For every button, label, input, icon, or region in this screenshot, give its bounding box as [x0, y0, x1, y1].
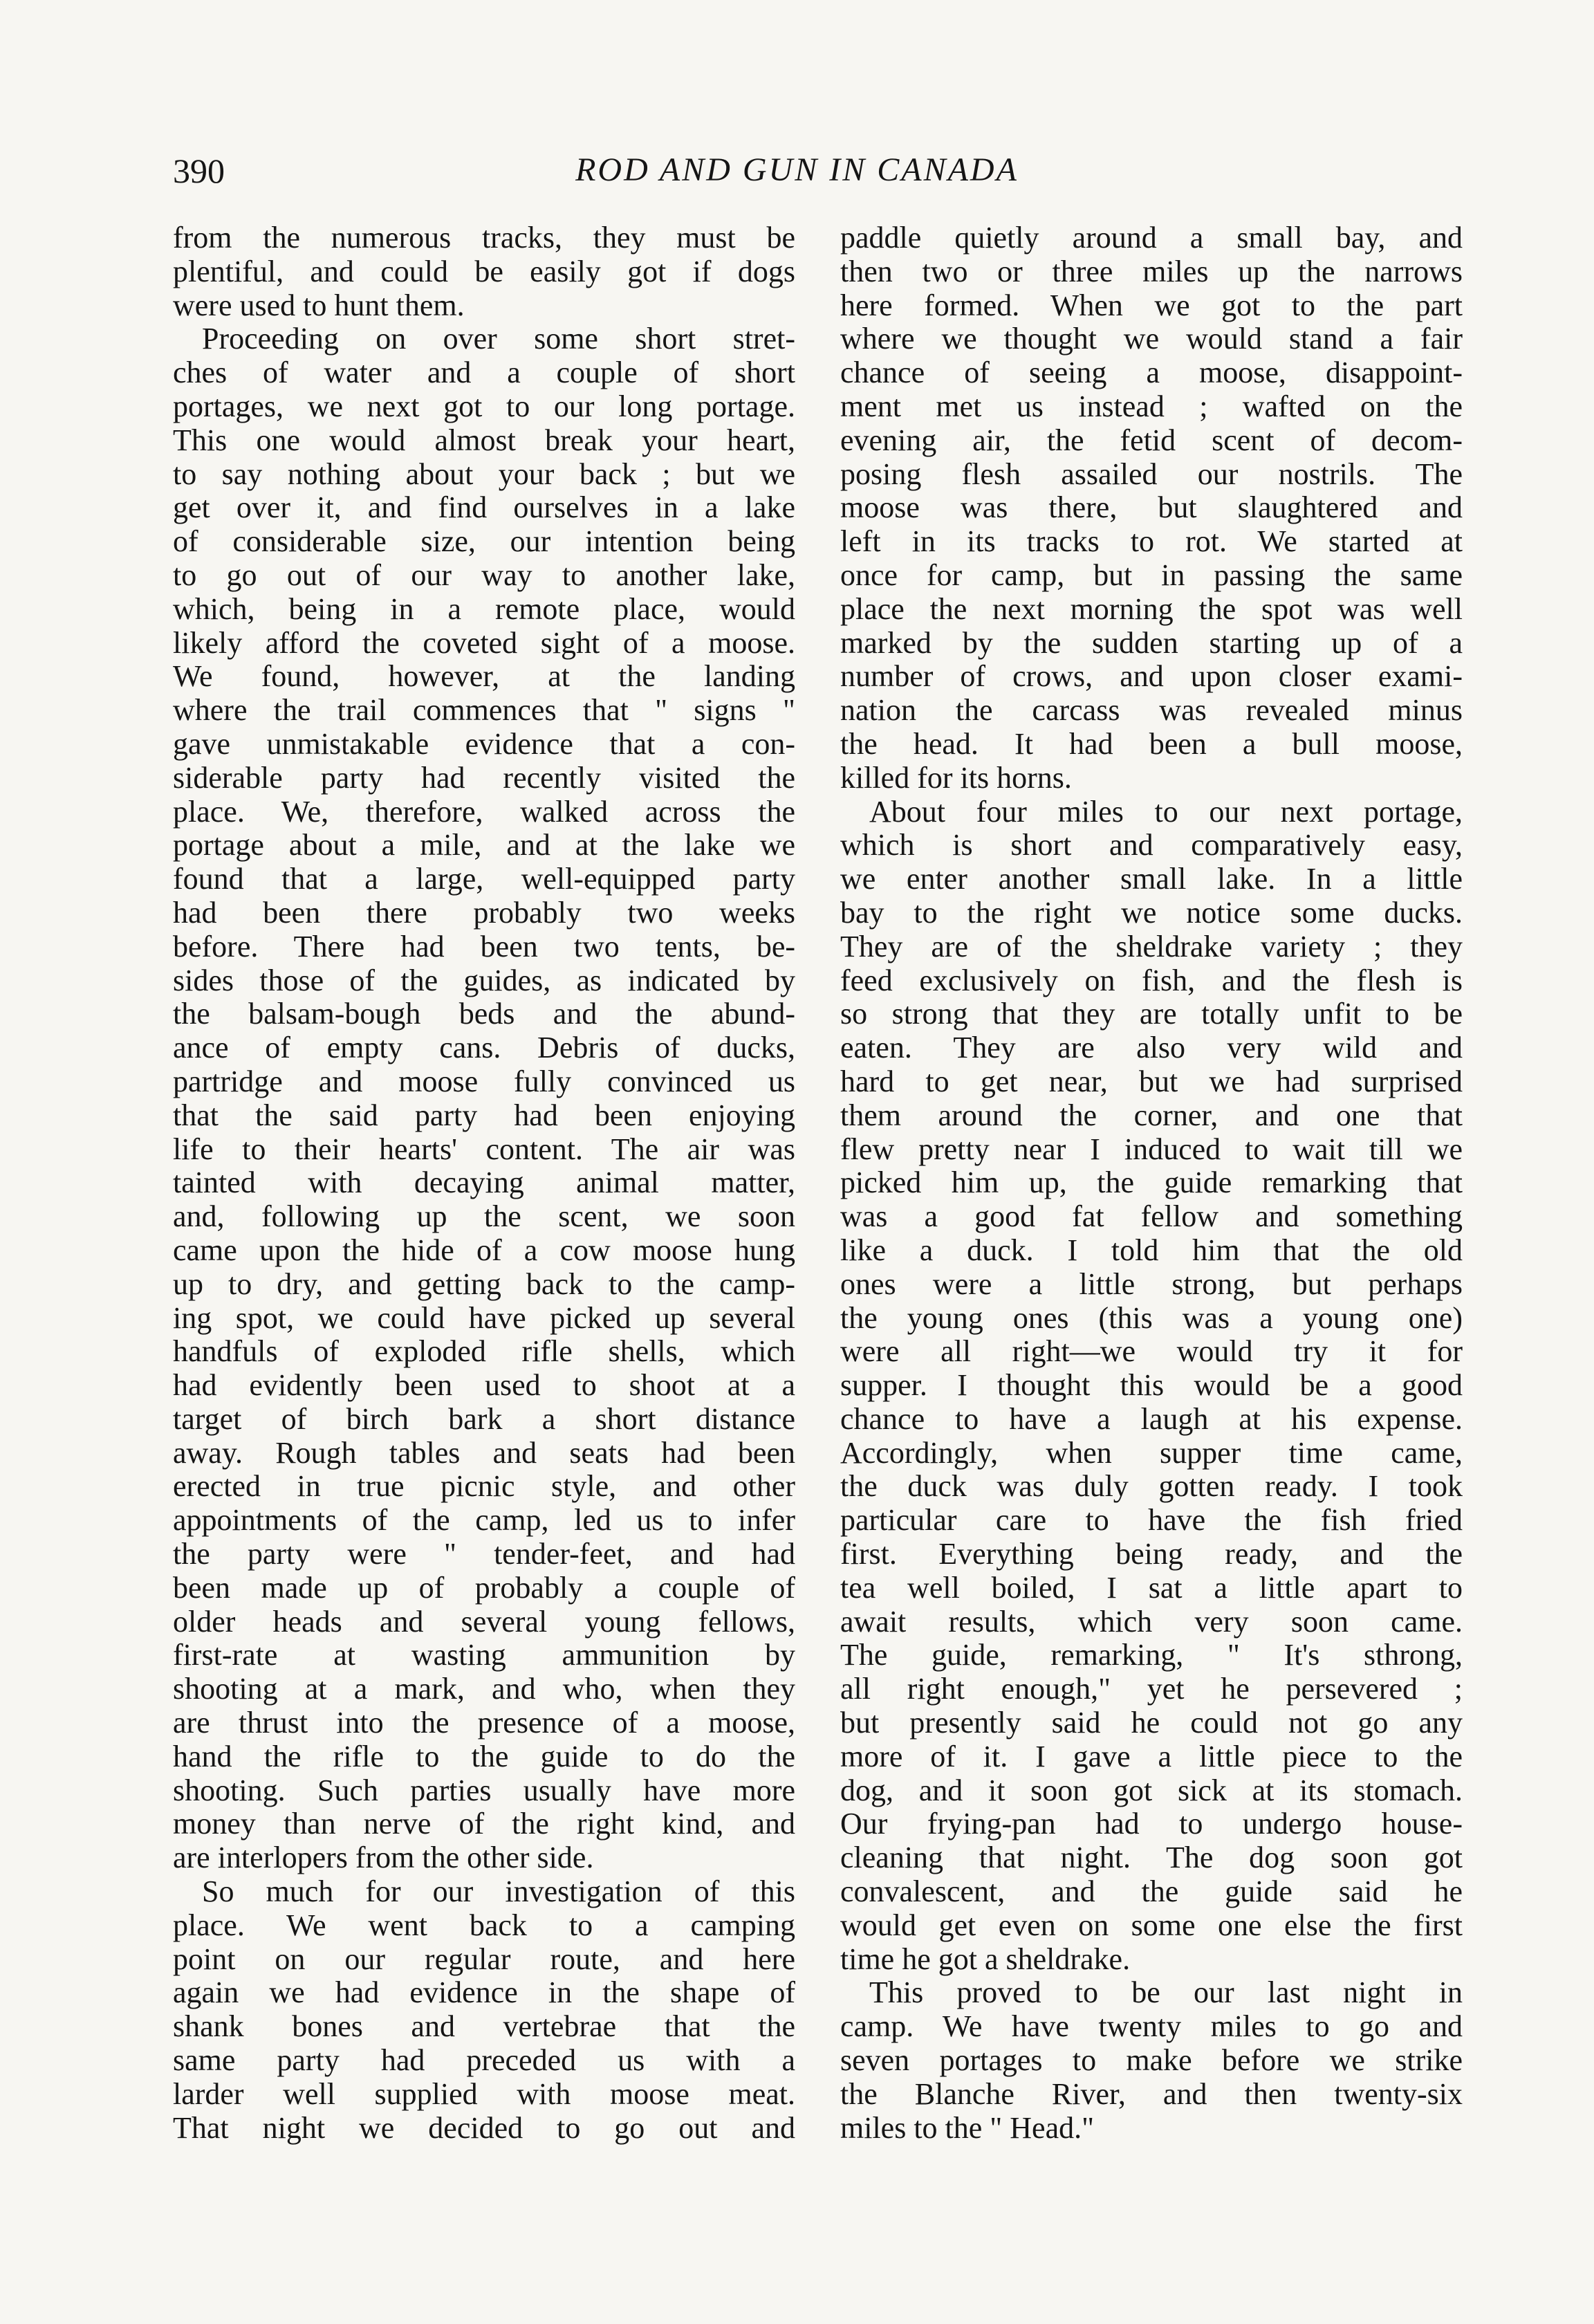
text-line: left in its tracks to rot. We started at — [840, 525, 1463, 559]
text-line: This proved to be our last night in — [869, 1976, 1463, 2010]
text-line: older heads and several young fellows, — [173, 1605, 795, 1639]
text-line: So much for our investigation of this — [202, 1875, 795, 1909]
text-line: chance of seeing a moose, disappoint- — [840, 356, 1463, 390]
right-column — [840, 221, 1463, 2145]
text-line: ing spot, we could have picked up several — [173, 1301, 795, 1335]
text-line: hard to get near, but we had surprised — [840, 1064, 1463, 1098]
text-line: appointments of the camp, led us to infer — [173, 1504, 795, 1538]
text-line: killed for its horns. — [840, 761, 1072, 795]
text-line: siderable party had recently visited the — [173, 761, 795, 795]
text-line: dog, and it soon got sick at its stomach. — [840, 1773, 1463, 1807]
text-line: the Blanche River, and then twenty-six — [840, 2077, 1463, 2111]
text-line: picked him up, the guide remarking that — [840, 1166, 1463, 1200]
text-line: portages, we next got to our long portage. — [173, 389, 795, 423]
text-line: We found, however, at the landing — [173, 660, 795, 694]
left-column — [173, 221, 795, 2145]
text-line: the head. It had been a bull moose, — [840, 727, 1463, 761]
text-line: are interlopers from the other side. — [173, 1841, 594, 1875]
text-line: hand the rifle to the guide to do the — [173, 1740, 795, 1773]
text-line: They are of the sheldrake variety ; they — [840, 930, 1463, 963]
text-line: portage about a mile, and at the lake we — [173, 829, 795, 863]
text-line: like a duck. I told him that the old — [840, 1233, 1463, 1267]
text-line: time he got a sheldrake. — [840, 1942, 1131, 1976]
text-line: This one would almost break your heart, — [173, 423, 795, 457]
text-line: from the numerous tracks, they must be — [173, 221, 795, 255]
page-number: 390 — [173, 151, 225, 190]
text-line: ones were a little strong, but perhaps — [840, 1267, 1463, 1301]
text-line: place. We went back to a camping — [173, 1908, 795, 1942]
text-line: shooting. Such parties usually have more — [173, 1773, 795, 1807]
text-line: larder well supplied with moose meat. — [173, 2077, 795, 2111]
text-line: we enter another small lake. In a little — [840, 863, 1463, 896]
text-line: the duck was duly gotten ready. I took — [840, 1470, 1463, 1504]
text-line: first. Everything being ready, and the — [840, 1538, 1463, 1571]
text-line: first-rate at wasting ammunition by — [173, 1639, 795, 1672]
text-line: which is short and comparatively easy, — [840, 829, 1463, 863]
text-line: found that a large, well-equipped party — [173, 863, 795, 896]
text-line: shank bones and vertebrae that the — [173, 2010, 795, 2044]
text-line: await results, which very soon came. — [840, 1605, 1463, 1639]
text-line: sides those of the guides, as indicated by — [173, 963, 795, 997]
text-line: point on our regular route, and here — [173, 1942, 795, 1976]
text-line: The guide, remarking, " It's sthrong, — [840, 1639, 1463, 1672]
text-line: tea well boiled, I sat a little apart to — [840, 1571, 1463, 1605]
text-line: but presently said he could not go any — [840, 1706, 1463, 1740]
text-line: gave unmistakable evidence that a con- — [173, 727, 795, 761]
text-line: flew pretty near I induced to wait till we — [840, 1132, 1463, 1166]
text-line: target of birch bark a short distance — [173, 1402, 795, 1436]
text-line: cleaning that night. The dog soon got — [840, 1841, 1463, 1875]
text-line: nation the carcass was revealed minus — [840, 694, 1463, 728]
text-line: number of crows, and upon closer exami- — [840, 660, 1463, 694]
text-line: which, being in a remote place, would — [173, 592, 795, 626]
text-line: once for camp, but in passing the same — [840, 558, 1463, 592]
text-line: ment met us instead ; wafted on the — [840, 389, 1463, 423]
text-line: likely afford the coveted sight of a moose. — [173, 626, 795, 660]
text-line: came upon the hide of a cow moose hung — [173, 1233, 795, 1267]
text-line: paddle quietly around a small bay, and — [840, 221, 1463, 255]
text-line: place the next morning the spot was well — [840, 592, 1463, 626]
text-line: again we had evidence in the shape of — [173, 1976, 795, 2010]
text-line: had evidently been used to shoot at a — [173, 1369, 795, 1403]
text-line: bay to the right we notice some ducks. — [840, 896, 1463, 930]
text-line: seven portages to make before we strike — [840, 2044, 1463, 2078]
text-line: particular care to have the fish fried — [840, 1504, 1463, 1538]
text-line: get over it, and find ourselves in a lake — [173, 491, 795, 525]
text-line: evening air, the fetid scent of decom- — [840, 423, 1463, 457]
text-line: away. Rough tables and seats had been — [173, 1436, 795, 1470]
text-line: marked by the sudden starting up of a — [840, 626, 1463, 660]
text-line: more of it. I gave a little piece to the — [840, 1740, 1463, 1773]
text-line: About four miles to our next portage, — [869, 795, 1463, 829]
text-line: up to dry, and getting back to the camp- — [173, 1267, 795, 1301]
text-line: of considerable size, our intention being — [173, 525, 795, 559]
text-line: where we thought we would stand a fair — [840, 322, 1463, 356]
text-line: here formed. When we got to the part — [840, 288, 1463, 322]
text-line: are thrust into the presence of a moose, — [173, 1706, 795, 1740]
text-line: miles to the " Head." — [840, 2111, 1095, 2145]
text-line: them around the corner, and one that — [840, 1098, 1463, 1132]
text-line: the young ones (this was a young one) — [840, 1301, 1463, 1335]
text-line: money than nerve of the right kind, and — [173, 1807, 795, 1841]
text-line: eaten. They are also very wild and — [840, 1031, 1463, 1065]
text-line: that the said party had been enjoying — [173, 1098, 795, 1132]
text-line: chance to have a laugh at his expense. — [840, 1402, 1463, 1436]
text-line: were all right—we would try it for — [840, 1335, 1463, 1369]
text-line: convalescent, and the guide said he — [840, 1875, 1463, 1909]
text-line: erected in true picnic style, and other — [173, 1470, 795, 1504]
text-line: before. There had been two tents, be- — [173, 930, 795, 963]
text-line: Our frying-pan had to undergo house- — [840, 1807, 1463, 1841]
text-line: tainted with decaying animal matter, — [173, 1166, 795, 1200]
text-line: place. We, therefore, walked across the — [173, 795, 795, 829]
text-line: same party had preceded us with a — [173, 2044, 795, 2078]
text-line: plentiful, and could be easily got if dogs — [173, 255, 795, 288]
text-line: to say nothing about your back ; but we — [173, 457, 795, 491]
text-line: handfuls of exploded rifle shells, which — [173, 1335, 795, 1369]
text-line: been made up of probably a couple of — [173, 1571, 795, 1605]
text-line: Proceeding on over some short stret- — [202, 322, 795, 356]
text-line: would get even on some one else the first — [840, 1908, 1463, 1942]
text-line: Accordingly, when supper time came, — [840, 1436, 1463, 1470]
text-line: That night we decided to go out and — [173, 2111, 795, 2145]
text-line: shooting at a mark, and who, when they — [173, 1672, 795, 1706]
text-line: then two or three miles up the narrows — [840, 255, 1463, 288]
text-line: ches of water and a couple of short — [173, 356, 795, 390]
text-line: life to their hearts' content. The air was — [173, 1132, 795, 1166]
text-line: supper. I thought this would be a good — [840, 1369, 1463, 1403]
text-line: to go out of our way to another lake, — [173, 558, 795, 592]
text-line: was a good fat fellow and something — [840, 1200, 1463, 1234]
text-line: the party were " tender-feet, and had — [173, 1538, 795, 1571]
text-line: were used to hunt them. — [173, 288, 465, 322]
text-line: posing flesh assailed our nostrils. The — [840, 457, 1463, 491]
text-line: the balsam-bough beds and the abund- — [173, 997, 795, 1031]
text-line: moose was there, but slaughtered and — [840, 491, 1463, 525]
text-line: had been there probably two weeks — [173, 896, 795, 930]
text-line: all right enough," yet he persevered ; — [840, 1672, 1463, 1706]
text-line: so strong that they are totally unfit to be — [840, 997, 1463, 1031]
text-line: camp. We have twenty miles to go and — [840, 2010, 1463, 2044]
text-line: where the trail commences that " signs " — [173, 694, 795, 728]
text-line: ance of empty cans. Debris of ducks, — [173, 1031, 795, 1065]
running-title: ROD AND GUN IN CANADA — [575, 151, 1019, 188]
text-line: feed exclusively on fish, and the flesh is — [840, 963, 1463, 997]
text-line: partridge and moose fully convinced us — [173, 1064, 795, 1098]
text-line: and, following up the scent, we soon — [173, 1200, 795, 1234]
